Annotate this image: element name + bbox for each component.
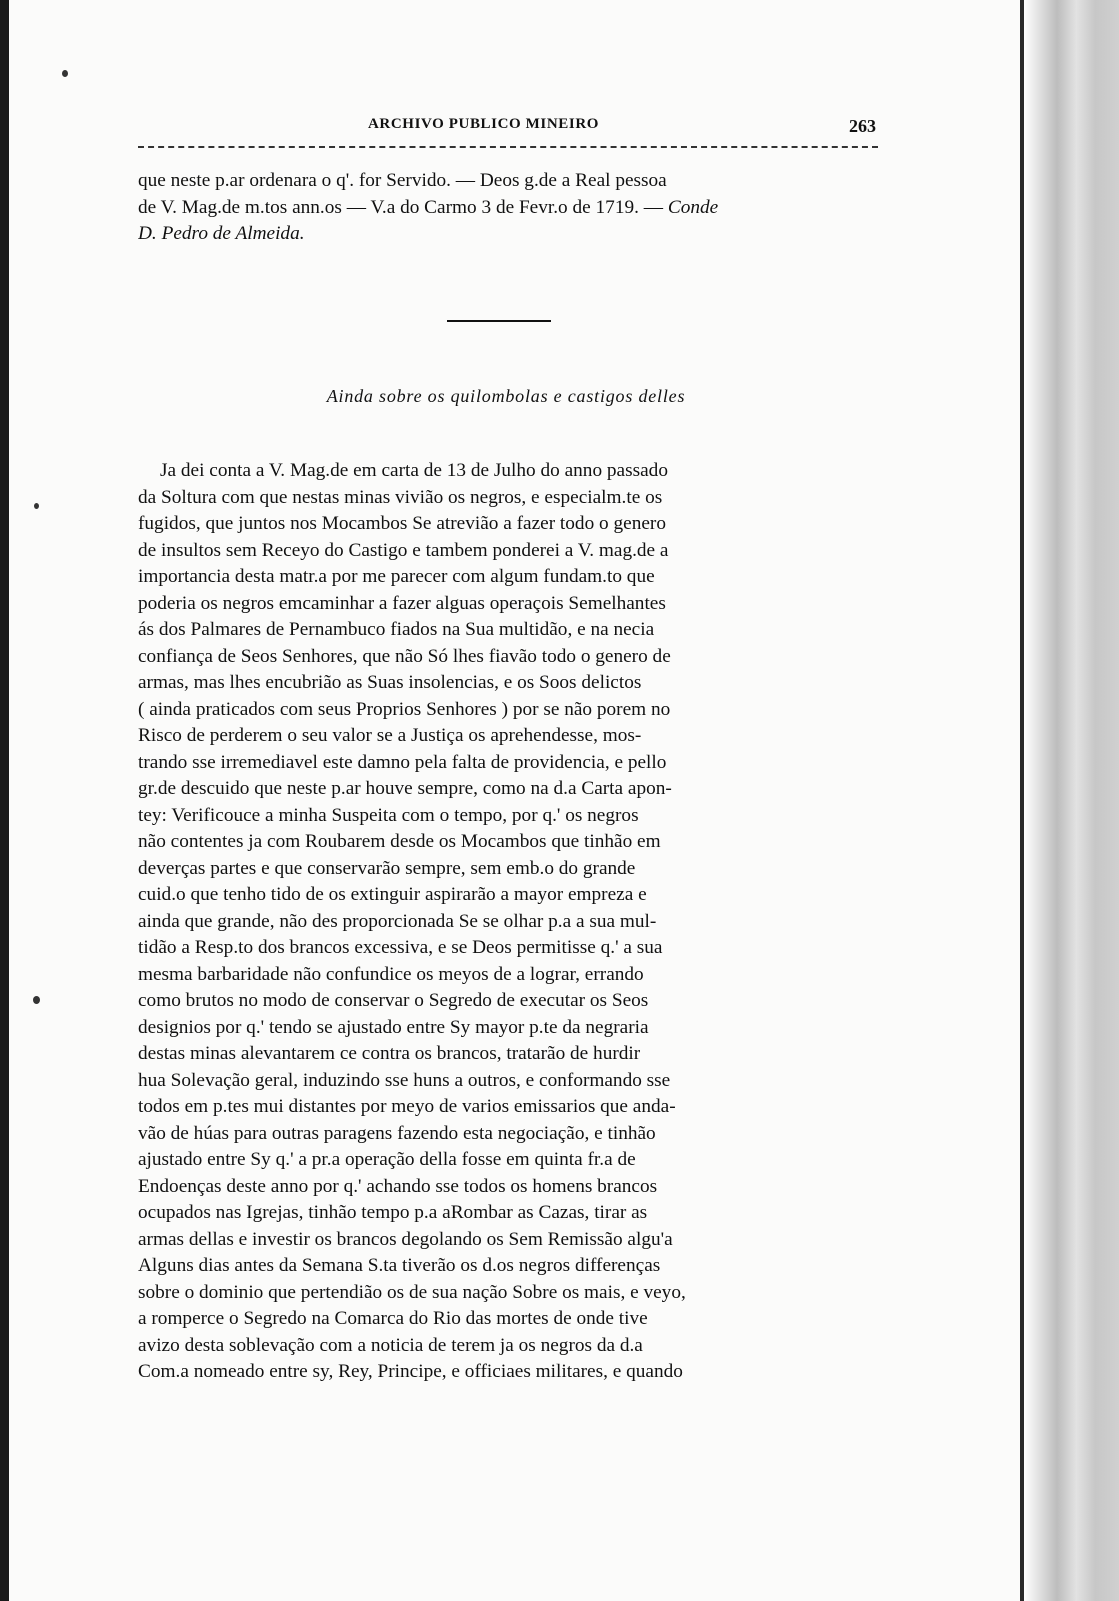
text-line: Ja dei conta a V. Mag.de em carta de 13 de Julho do anno passado xyxy=(160,460,668,481)
text-line: Risco de perderem o seu valor se a Justiça os aprehendesse, mos- xyxy=(138,725,642,746)
text-line: armas dellas e investir os brancos degolando os Sem Remissão algu'a xyxy=(138,1228,673,1250)
text-line: todos em p.tes mui distantes por meyo de varios emissarios que anda- xyxy=(138,1096,676,1117)
text-line: ( ainda praticados com seus Proprios Senhores ) por se não porem no xyxy=(138,698,671,720)
text-line: armas, mas lhes encubrião as Suas insolencias, e os Soos delictos xyxy=(138,672,642,693)
text-line: tidão a Resp.to dos brancos excessiva, e se Deos permitisse q.' a sua xyxy=(138,937,663,958)
text-line: importancia desta matr.a por me parecer com algum fundam.to que xyxy=(138,566,655,587)
text-line: a romperce o Segredo na Comarca do Rio das mortes de onde tive xyxy=(138,1308,648,1329)
scan-edge-left xyxy=(0,0,9,1601)
running-head xyxy=(140,114,876,138)
text-line: ás dos Palmares de Pernambuco fiados na Sua multidão, e na necia xyxy=(138,619,655,640)
text-line: destas minas alevantarem ce contra os brancos, tratarão de hurdir xyxy=(138,1043,641,1064)
scan-edge-right xyxy=(1024,0,1119,1601)
body-paragraph xyxy=(138,458,874,1386)
text-line: gr.de descuido que neste p.ar houve sempre, como na d.a Carta apon- xyxy=(138,778,672,799)
text-line: ocupados nas Igrejas, tinhão tempo p.a aRombar as Cazas, tirar as xyxy=(138,1202,648,1223)
signer-name-line: D. Pedro de Almeida. xyxy=(138,223,305,244)
text-line: não contentes ja com Roubarem desde os Mocambos que tinhão em xyxy=(138,831,661,852)
text-line: vão de húas para outras paragens fazendo esta negociação, e tinhão xyxy=(138,1122,656,1144)
text-line: cuid.o que tenho tido de os extinguir aspirarão a mayor empreza e xyxy=(138,884,647,905)
section-separator xyxy=(447,320,551,322)
text-line: da Soltura com que nestas minas vivião os negros, e especialm.te os xyxy=(138,486,663,508)
text-line: Com.a nomeado entre sy, Rey, Principe, e officiaes militares, e quando xyxy=(138,1361,683,1382)
text-line: trando sse irremediavel este damno pela falta de providencia, e pello xyxy=(138,751,667,773)
text-line: ainda que grande, não des proporcionada Se se olhar p.a a sua mul- xyxy=(138,910,657,932)
scan-speck xyxy=(34,503,39,509)
text-line: mesma barbaridade não confundice os meyos de a lograr, errando xyxy=(138,963,644,985)
text-line: ajustado entre Sy q.' a pr.a operação della fosse em quinta fr.a de xyxy=(138,1149,636,1170)
text-line: hua Solevação geral, induzindo sse huns a outros, e conformando sse xyxy=(138,1069,671,1091)
text-line: que neste p.ar ordenara o q'. for Servido. — Deos g.de a Real pessoa xyxy=(138,170,667,191)
page-number: 263 xyxy=(849,116,876,136)
section-title: Ainda sobre os quilombolas e castigos delles xyxy=(326,386,686,406)
text-line: Endoenças deste anno por q.' achando sse todos os homens brancos xyxy=(138,1175,658,1197)
text-line: deverças partes e que conservarão sempre, sem emb.o do grande xyxy=(138,857,636,879)
text-line: tey: Verificouce a minha Suspeita com o tempo, por q.' os negros xyxy=(138,804,639,826)
text-line: confiança de Seos Senhores, que não Só lhes fiavão todo o genero de xyxy=(138,645,671,667)
text-line: fugidos, que juntos nos Mocambos Se atrevião a fazer todo o genero xyxy=(138,513,666,534)
scan-speck xyxy=(62,70,68,77)
text-line: poderia os negros emcaminhar a fazer alguas operaçois Semelhantes xyxy=(138,592,666,614)
text-line: Alguns dias antes da Semana S.ta tiverão os d.os negros differenças xyxy=(138,1255,661,1276)
running-title: ARCHIVO PUBLICO MINEIRO xyxy=(368,116,600,132)
text-line xyxy=(138,195,874,222)
signer-name: Conde xyxy=(667,196,719,218)
text-line: de insultos sem Receyo do Castigo e tambem ponderei a V. mag.de a xyxy=(138,539,669,561)
text-line: designios por q.' tendo se ajustado entre Sy mayor p.te da negraria xyxy=(138,1016,649,1038)
header-rule xyxy=(138,146,878,148)
text-line-content: de V. Mag.de m.tos ann.os — V.a do Carmo 3 de Fevr.o de 1719. — xyxy=(138,196,664,218)
text-line: avizo desta soblevação com a noticia de terem ja os negros da d.a xyxy=(138,1334,643,1356)
text-line: como brutos no modo de conservar o Segredo de executar os Seos xyxy=(138,990,649,1011)
scan-speck xyxy=(33,996,40,1004)
intro-paragraph xyxy=(138,168,874,248)
text-line: sobre o dominio que pertendião os de sua nação Sobre os mais, e veyo, xyxy=(138,1281,686,1303)
